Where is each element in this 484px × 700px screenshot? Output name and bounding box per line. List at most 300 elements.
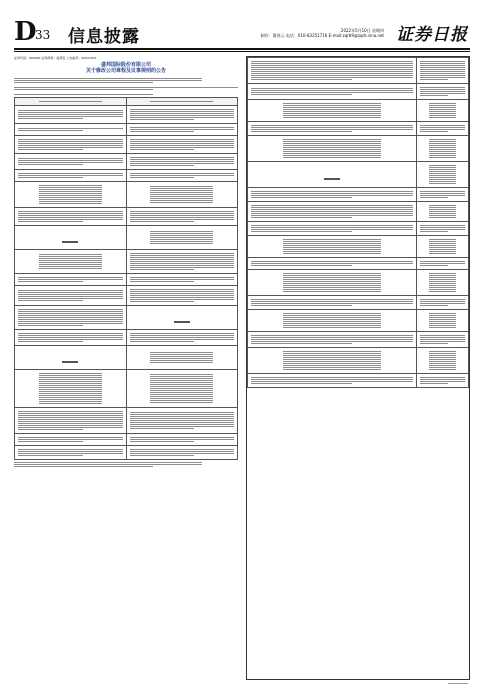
text-line bbox=[18, 455, 83, 456]
table-cell bbox=[417, 122, 469, 136]
text-line bbox=[18, 158, 123, 159]
header-rule-thin bbox=[14, 51, 470, 52]
text-line bbox=[18, 411, 123, 412]
text-line bbox=[429, 315, 456, 316]
text-line bbox=[18, 421, 123, 422]
table-row bbox=[15, 106, 238, 124]
text-line bbox=[18, 213, 123, 214]
text-line bbox=[251, 65, 413, 66]
text-line bbox=[283, 275, 380, 276]
text-line bbox=[251, 131, 352, 132]
text-line bbox=[18, 417, 123, 418]
table-row bbox=[15, 98, 238, 106]
table-row bbox=[15, 346, 238, 370]
text-line bbox=[283, 145, 380, 146]
text-line bbox=[420, 381, 465, 382]
text-line bbox=[18, 429, 83, 430]
text-line bbox=[429, 243, 456, 244]
text-line bbox=[283, 113, 380, 114]
text-line bbox=[429, 241, 456, 242]
text-line bbox=[14, 464, 202, 465]
row-label-mark bbox=[62, 241, 78, 243]
text-line bbox=[150, 398, 213, 399]
text-line bbox=[251, 383, 352, 384]
text-line bbox=[251, 127, 413, 128]
text-line bbox=[130, 265, 235, 266]
table-row bbox=[15, 250, 238, 274]
table-cell bbox=[15, 250, 127, 274]
table-cell bbox=[126, 106, 238, 124]
text-line bbox=[429, 325, 456, 326]
text-line bbox=[251, 213, 413, 214]
text-line bbox=[420, 79, 448, 80]
text-line bbox=[14, 89, 153, 90]
text-line bbox=[283, 351, 380, 352]
text-line bbox=[283, 319, 380, 320]
text-line bbox=[420, 383, 448, 384]
text-line bbox=[150, 388, 213, 389]
text-line bbox=[18, 419, 123, 420]
text-line bbox=[429, 179, 456, 180]
table-row bbox=[248, 122, 469, 136]
text-line bbox=[420, 225, 465, 226]
text-line bbox=[18, 173, 123, 174]
text-line bbox=[251, 205, 413, 206]
table-cell bbox=[417, 100, 469, 122]
table-cell bbox=[248, 188, 417, 202]
text-line bbox=[251, 209, 413, 210]
text-line bbox=[429, 209, 456, 210]
text-line bbox=[283, 103, 380, 104]
text-line bbox=[429, 313, 456, 314]
text-line bbox=[39, 193, 102, 194]
text-line bbox=[130, 263, 235, 264]
text-line bbox=[429, 357, 456, 358]
table-cell bbox=[417, 348, 469, 374]
table-cell bbox=[126, 274, 238, 286]
table-row-label bbox=[126, 306, 238, 330]
table-cell bbox=[126, 226, 238, 250]
closing-paragraph bbox=[14, 460, 238, 469]
text-line bbox=[150, 392, 213, 393]
notice-title: 关于修改公司章程及议事规则的公告 bbox=[85, 68, 166, 74]
text-line bbox=[130, 261, 235, 262]
table-row bbox=[248, 374, 469, 388]
text-line bbox=[429, 289, 456, 290]
text-line bbox=[18, 139, 123, 140]
table-cell bbox=[417, 310, 469, 332]
table-cell bbox=[126, 208, 238, 226]
text-line bbox=[39, 185, 102, 186]
text-line bbox=[283, 139, 380, 140]
text-line bbox=[130, 420, 235, 421]
text-line bbox=[429, 249, 456, 250]
text-line bbox=[283, 245, 380, 246]
text-line bbox=[130, 333, 235, 334]
text-line bbox=[429, 213, 456, 214]
text-line bbox=[130, 299, 235, 300]
text-line bbox=[283, 239, 380, 240]
table-row bbox=[15, 124, 238, 136]
text-line bbox=[429, 273, 456, 274]
text-line bbox=[251, 207, 413, 208]
text-line bbox=[18, 451, 123, 452]
text-line bbox=[18, 149, 83, 150]
text-line bbox=[18, 423, 123, 424]
text-line bbox=[130, 414, 235, 415]
text-line bbox=[150, 188, 213, 189]
table-cell bbox=[126, 170, 238, 182]
text-line bbox=[130, 111, 235, 112]
text-line bbox=[130, 215, 235, 216]
text-line bbox=[18, 143, 123, 144]
text-line bbox=[420, 129, 465, 130]
text-line bbox=[150, 380, 213, 381]
table-row bbox=[248, 202, 469, 222]
text-line bbox=[429, 205, 456, 206]
text-line bbox=[251, 193, 413, 194]
text-line bbox=[130, 453, 235, 454]
text-line bbox=[39, 268, 102, 269]
text-line bbox=[420, 61, 465, 62]
table-row bbox=[15, 274, 238, 286]
text-line bbox=[18, 341, 83, 342]
table-cell bbox=[248, 258, 417, 270]
text-line bbox=[39, 260, 102, 261]
text-line bbox=[283, 153, 380, 154]
text-line bbox=[150, 376, 213, 377]
table-cell bbox=[126, 434, 238, 446]
text-line bbox=[251, 90, 413, 91]
text-line bbox=[130, 163, 235, 164]
text-line bbox=[130, 293, 235, 294]
text-line bbox=[429, 285, 456, 286]
text-line bbox=[18, 313, 123, 314]
text-line bbox=[150, 202, 213, 203]
text-line bbox=[130, 291, 235, 292]
text-line bbox=[14, 94, 153, 95]
text-line bbox=[429, 359, 456, 360]
text-line bbox=[429, 173, 456, 174]
text-line bbox=[420, 193, 465, 194]
text-line bbox=[251, 379, 413, 380]
text-line bbox=[420, 69, 465, 70]
table-cell bbox=[248, 296, 417, 310]
table-cell bbox=[15, 208, 127, 226]
table-row bbox=[248, 332, 469, 348]
text-line bbox=[420, 231, 448, 232]
text-line bbox=[251, 305, 352, 306]
table-row bbox=[15, 434, 238, 446]
text-line bbox=[130, 289, 235, 290]
text-line bbox=[283, 253, 380, 254]
text-line bbox=[251, 71, 413, 72]
comparison-table-continued bbox=[247, 57, 469, 388]
table-row bbox=[248, 258, 469, 270]
text-line bbox=[283, 107, 380, 108]
table-row bbox=[248, 236, 469, 258]
text-line bbox=[18, 298, 123, 299]
text-line bbox=[251, 195, 413, 196]
table-cell bbox=[15, 330, 127, 346]
text-line bbox=[283, 277, 380, 278]
text-line bbox=[39, 393, 102, 394]
table-cell bbox=[417, 202, 469, 222]
text-line bbox=[429, 287, 456, 288]
text-line bbox=[39, 189, 102, 190]
table-cell bbox=[126, 286, 238, 306]
text-line bbox=[18, 110, 123, 111]
text-line bbox=[429, 283, 456, 284]
table-cell bbox=[417, 84, 469, 100]
text-line bbox=[150, 200, 213, 201]
text-line bbox=[251, 229, 413, 230]
text-line bbox=[283, 243, 380, 244]
text-line bbox=[251, 339, 413, 340]
text-line bbox=[420, 89, 465, 90]
text-line bbox=[420, 301, 465, 302]
text-line bbox=[283, 313, 380, 314]
text-line bbox=[150, 396, 213, 397]
text-line bbox=[429, 321, 456, 322]
text-line bbox=[39, 197, 102, 198]
text-line bbox=[283, 281, 380, 282]
text-line bbox=[251, 263, 413, 264]
text-line bbox=[18, 118, 83, 119]
text-line bbox=[130, 109, 235, 110]
text-line bbox=[251, 92, 413, 93]
text-line bbox=[150, 352, 213, 353]
text-line bbox=[420, 341, 465, 342]
text-line bbox=[251, 129, 413, 130]
text-line bbox=[283, 147, 380, 148]
text-line bbox=[130, 295, 235, 296]
text-line bbox=[130, 117, 235, 118]
text-line bbox=[130, 159, 235, 160]
text-line bbox=[150, 186, 213, 187]
text-line bbox=[39, 391, 102, 392]
text-line bbox=[420, 127, 465, 128]
row-label-mark bbox=[174, 321, 190, 323]
text-line bbox=[130, 131, 195, 132]
text-line bbox=[18, 300, 83, 301]
text-line bbox=[251, 217, 352, 218]
text-line bbox=[420, 265, 448, 266]
page-letter: D bbox=[14, 17, 37, 47]
text-line bbox=[429, 253, 456, 254]
text-line bbox=[150, 235, 213, 236]
text-line bbox=[429, 139, 456, 140]
text-line bbox=[429, 365, 456, 366]
text-line bbox=[130, 213, 235, 214]
text-line bbox=[420, 87, 465, 88]
text-line bbox=[14, 82, 153, 83]
text-line bbox=[420, 227, 465, 228]
text-line bbox=[130, 149, 195, 150]
text-line bbox=[130, 451, 235, 452]
text-line bbox=[18, 116, 123, 117]
table-cell bbox=[417, 222, 469, 236]
text-line bbox=[130, 337, 235, 338]
table-cell bbox=[417, 270, 469, 296]
text-line bbox=[251, 227, 413, 228]
text-line bbox=[39, 399, 102, 400]
text-line bbox=[420, 71, 465, 72]
table-cell bbox=[126, 98, 238, 106]
text-line bbox=[429, 351, 456, 352]
text-line bbox=[130, 437, 235, 438]
text-line bbox=[18, 130, 83, 131]
text-line bbox=[429, 155, 456, 156]
table-cell bbox=[417, 236, 469, 258]
text-line bbox=[18, 309, 123, 310]
text-line bbox=[251, 211, 413, 212]
text-line bbox=[39, 187, 102, 188]
text-line bbox=[429, 317, 456, 318]
text-line bbox=[429, 177, 456, 178]
masthead bbox=[14, 18, 470, 46]
text-line bbox=[130, 426, 235, 427]
text-line bbox=[150, 194, 213, 195]
text-line bbox=[18, 337, 123, 338]
text-line bbox=[150, 382, 213, 383]
text-line bbox=[39, 375, 102, 376]
text-line bbox=[429, 147, 456, 148]
text-line bbox=[39, 199, 102, 200]
text-line bbox=[130, 217, 235, 218]
text-line bbox=[130, 428, 195, 429]
text-line bbox=[150, 360, 213, 361]
text-line bbox=[429, 363, 456, 364]
text-line bbox=[429, 211, 456, 212]
text-line bbox=[150, 362, 213, 363]
table-row bbox=[248, 136, 469, 162]
text-line bbox=[283, 283, 380, 284]
table-row bbox=[248, 188, 469, 202]
text-line bbox=[283, 241, 380, 242]
text-line bbox=[18, 427, 123, 428]
table-cell bbox=[248, 100, 417, 122]
table-row bbox=[248, 100, 469, 122]
table-cell bbox=[15, 306, 127, 330]
table-cell bbox=[126, 330, 238, 346]
text-line bbox=[130, 143, 235, 144]
text-line bbox=[283, 247, 380, 248]
table-row bbox=[15, 446, 238, 460]
text-line bbox=[39, 256, 102, 257]
text-line bbox=[39, 101, 102, 102]
table-cell bbox=[126, 408, 238, 434]
table-cell bbox=[417, 374, 469, 388]
text-line bbox=[18, 281, 83, 282]
text-line bbox=[130, 416, 235, 417]
text-line bbox=[429, 109, 456, 110]
text-line bbox=[251, 215, 413, 216]
text-line bbox=[18, 453, 123, 454]
text-line bbox=[429, 207, 456, 208]
text-line bbox=[39, 254, 102, 255]
text-line bbox=[429, 151, 456, 152]
text-line bbox=[150, 241, 213, 242]
text-line bbox=[18, 162, 123, 163]
text-line bbox=[283, 149, 380, 150]
text-line bbox=[420, 263, 465, 264]
text-line bbox=[429, 167, 456, 168]
text-line bbox=[420, 305, 448, 306]
table-cell bbox=[126, 446, 238, 460]
text-line bbox=[429, 217, 456, 218]
text-line bbox=[39, 262, 102, 263]
text-line bbox=[251, 94, 352, 95]
text-line bbox=[18, 211, 123, 212]
text-line bbox=[150, 402, 213, 403]
text-line bbox=[429, 145, 456, 146]
text-line bbox=[130, 253, 235, 254]
text-line bbox=[429, 115, 456, 116]
text-line bbox=[18, 294, 123, 295]
text-line bbox=[420, 73, 465, 74]
text-line bbox=[429, 369, 456, 370]
comparison-table bbox=[14, 97, 238, 460]
text-line bbox=[251, 67, 413, 68]
page-footnote bbox=[448, 682, 468, 685]
text-line bbox=[130, 113, 235, 114]
text-line bbox=[429, 355, 456, 356]
table-cell bbox=[248, 136, 417, 162]
text-line bbox=[283, 359, 380, 360]
text-line bbox=[130, 424, 235, 425]
text-line bbox=[283, 141, 380, 142]
table-row bbox=[248, 58, 469, 84]
text-line bbox=[39, 403, 102, 404]
text-line bbox=[429, 157, 456, 158]
text-line bbox=[251, 335, 413, 336]
text-line bbox=[18, 439, 123, 440]
table-cell bbox=[15, 98, 127, 106]
text-line bbox=[283, 327, 380, 328]
text-line bbox=[39, 203, 102, 204]
text-line bbox=[18, 315, 123, 316]
text-line bbox=[283, 323, 380, 324]
text-line bbox=[429, 367, 456, 368]
text-line bbox=[150, 233, 213, 234]
text-line bbox=[130, 335, 235, 336]
text-line bbox=[130, 115, 235, 116]
text-line bbox=[283, 325, 380, 326]
text-line bbox=[18, 413, 123, 414]
text-line bbox=[18, 441, 83, 442]
row-label-mark bbox=[324, 178, 340, 180]
text-line bbox=[39, 401, 102, 402]
text-line bbox=[429, 275, 456, 276]
text-line bbox=[283, 365, 380, 366]
text-line bbox=[283, 287, 380, 288]
text-line bbox=[251, 377, 413, 378]
text-line bbox=[39, 191, 102, 192]
text-line bbox=[39, 397, 102, 398]
text-line bbox=[251, 341, 413, 342]
table-row bbox=[248, 84, 469, 100]
text-line bbox=[429, 143, 456, 144]
text-line bbox=[283, 317, 380, 318]
text-line bbox=[18, 160, 123, 161]
text-line bbox=[420, 343, 448, 344]
text-line bbox=[429, 291, 456, 292]
text-line bbox=[429, 247, 456, 248]
text-line bbox=[420, 261, 465, 262]
text-line bbox=[429, 149, 456, 150]
table-cell bbox=[15, 434, 127, 446]
